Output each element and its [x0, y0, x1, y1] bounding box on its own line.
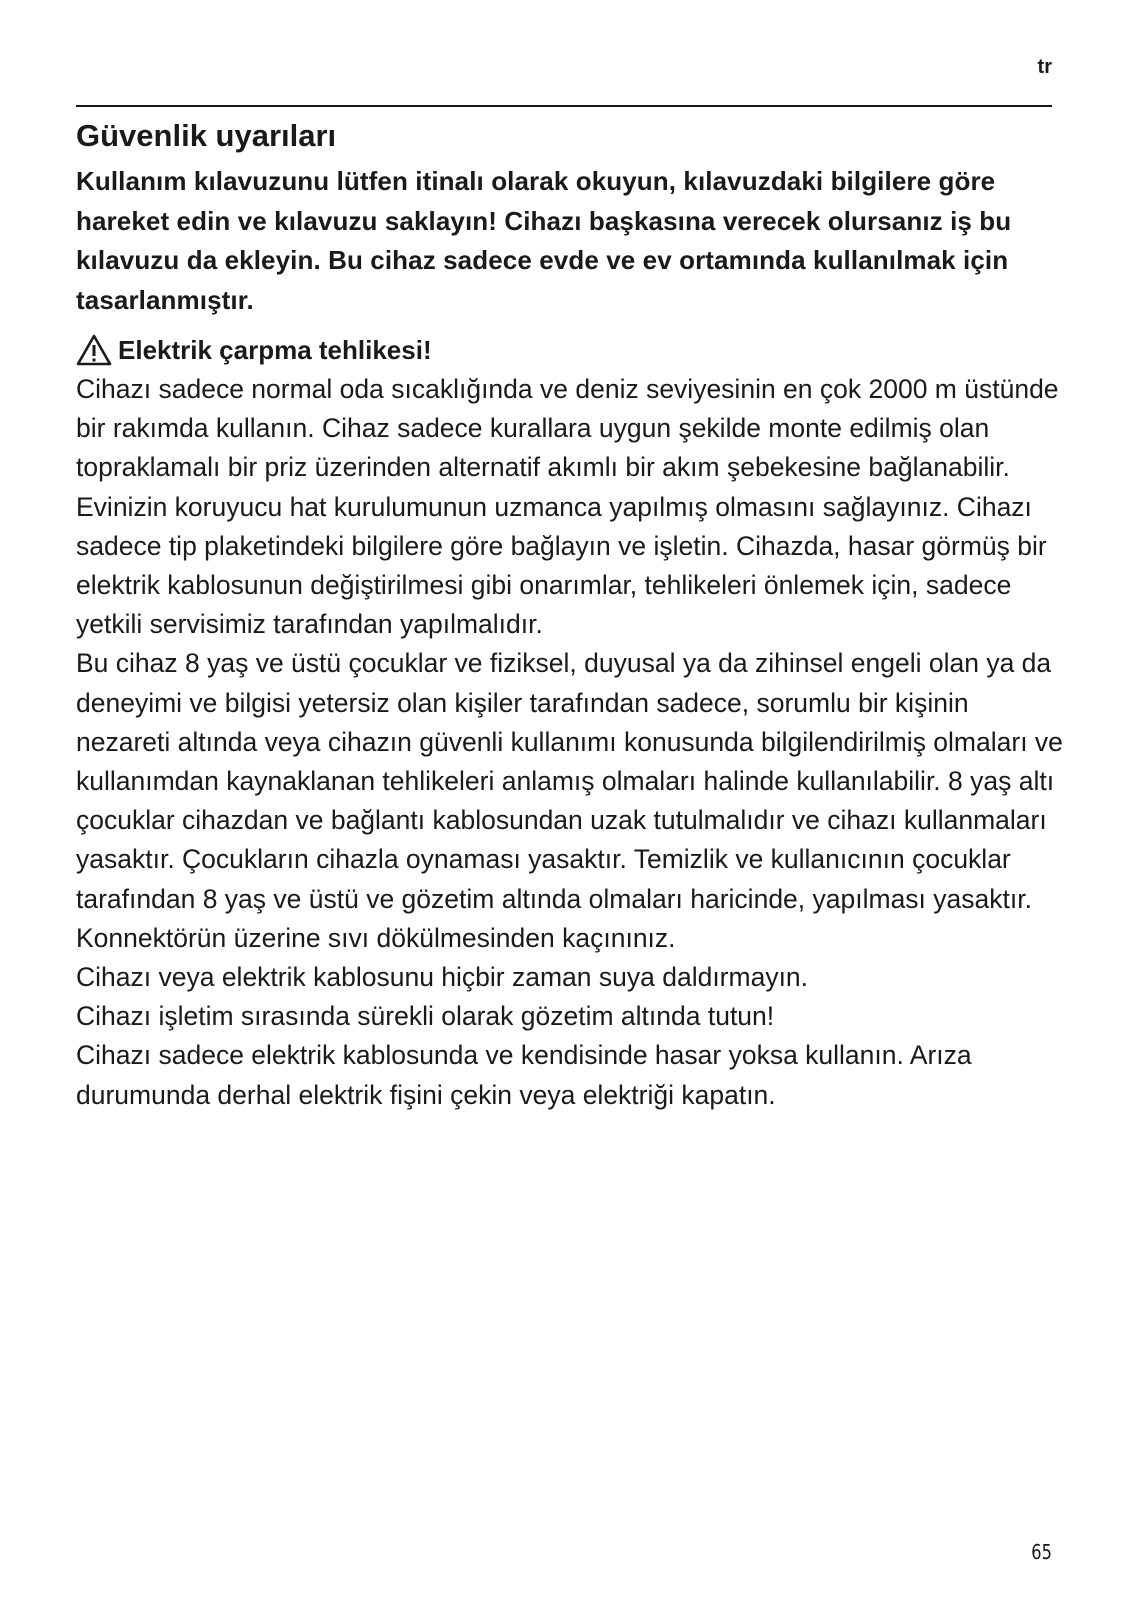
- paragraph-connector-liquid: Konnektörün üzerine sıvı dökülmesinden kaçınınız.: [76, 922, 676, 953]
- paragraph-operating-conditions: Cihazı sadece normal oda sıcaklığında ve deniz seviyesinin en çok 2000 m üstünde bir rakımda kullanın. Cihaz sadece kurallara uygun şekilde monte edilmiş olan topraklamalı bir priz üzerinden alternatif akımlı bir akım şebekesine bağlanabilir. Evinizin koruyucu hat kurulumunun uzmanca yapılmış olmasını sağlayınız. Cihazı sadece tip plaketindeki bilgilere göre bağlayın ve işletin. Cihazda, hasar görmüş bir elektrik kablosunun değiştirilmesi gibi onarımlar, tehlikeleri önlemek için, sadece yetkili servisimiz tarafından yapılmalıdır.: [76, 374, 1059, 640]
- warning-body: [76, 370, 1066, 1115]
- warning-heading-label: Elektrik çarpma tehlikesi!: [118, 335, 432, 365]
- header-rule: [76, 105, 1052, 107]
- section-title: Güvenlik uyarıları: [76, 118, 337, 153]
- paragraph-damage: Cihazı sadece elektrik kablosunda ve kendisinde hasar yoksa kullanın. Arıza durumunda derhal elektrik fişini çekin veya elektriği kapatın.: [76, 1040, 972, 1110]
- paragraph-children-usage: Bu cihaz 8 yaş ve üstü çocuklar ve fiziksel, duyusal ya da zihinsel engeli olan ya da deneyimi ve bilgisi yetersiz olan kişiler tarafından sadece, sorumlu bir kişinin nezareti altında veya cihazın güvenli kullanımı konusunda bilgilendirilmiş olmaları ve kullanımdan kaynaklanan tehlikeleri anlamış olmaları halinde kullanılabilir. 8 yaş altı çocuklar cihazdan ve bağlantı kablosundan uzak tutulmalıdır ve cihazı kullanmaları yasaktır. Çocukların cihazla oynaması yasaktır. Temizlik ve kullanıcının çocuklar tarafından 8 yaş ve üstü ve gözetim altında olmaları haricinde, yapılması yasaktır.: [76, 648, 1063, 914]
- safety-section: [76, 116, 1066, 1115]
- paragraph-supervision: Cihazı işletim sırasında sürekli olarak gözetim altında tutun!: [76, 1001, 775, 1032]
- language-code: tr: [1037, 56, 1052, 78]
- warning-triangle-icon: [76, 334, 112, 366]
- intro-paragraph: Kullanım kılavuzunu lütfen itinalı olarak okuyun, kılavuzdaki bilgilere göre hareket edin ve kılavuzu saklayın! Cihazı başkasına verecek olursanız iş bu kılavuzu da ekleyin. Bu cihaz sadece evde ve ev ortamında kullanılmak için tasarlanmıştır.: [76, 166, 1012, 315]
- page-number: 65: [1031, 1540, 1052, 1564]
- paragraph-no-immersion: Cihazı veya elektrik kablosunu hiçbir zaman suya daldırmayın.: [76, 962, 809, 993]
- warning-heading: [76, 330, 1066, 370]
